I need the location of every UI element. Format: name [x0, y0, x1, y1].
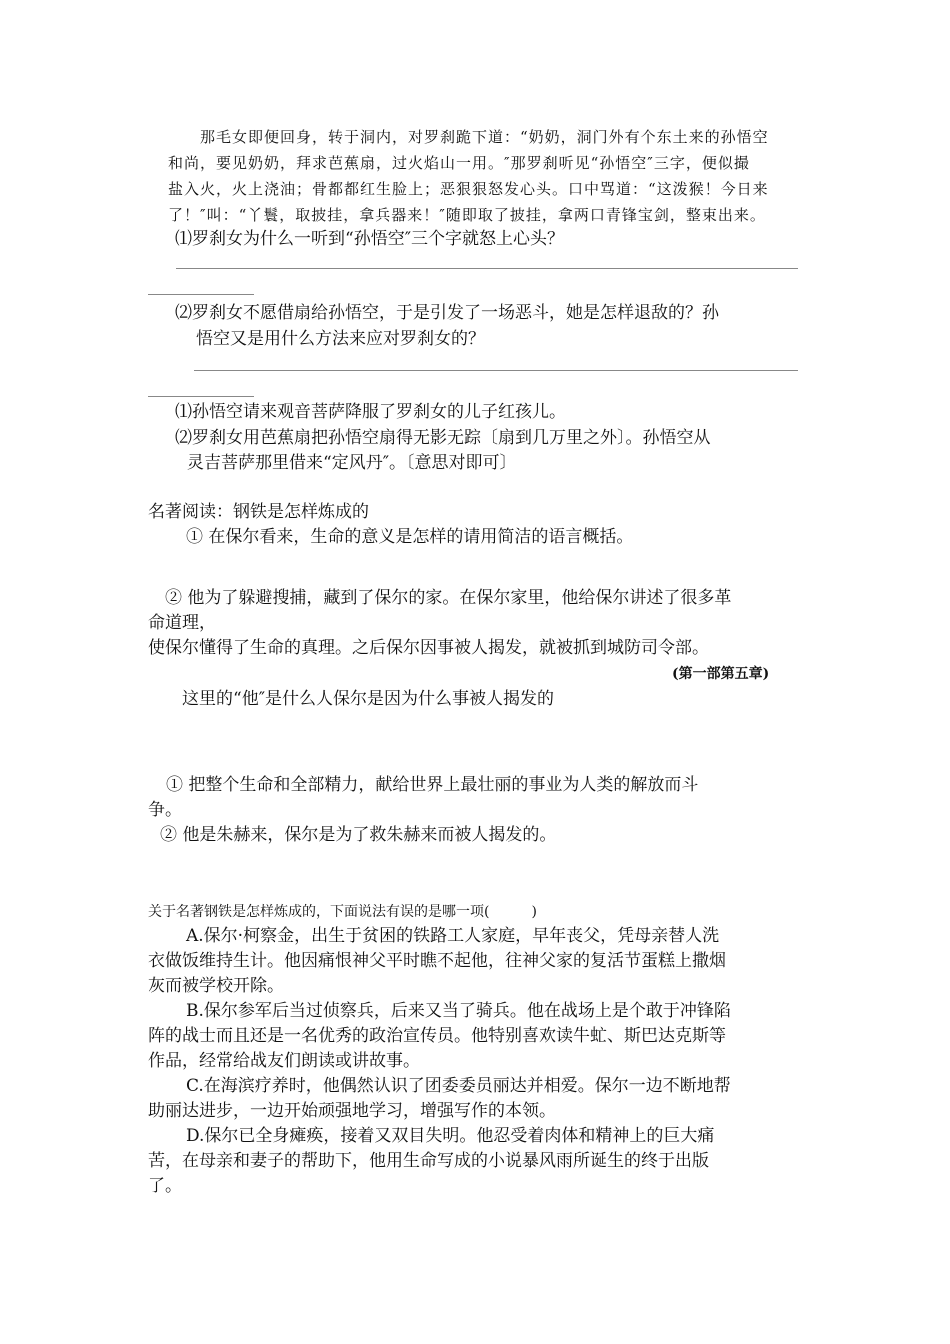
option-b: B.保尔参军后当过侦察兵，后来又当了骑兵。他在战场上是个敢于冲锋陷: [186, 1001, 731, 1021]
passage-line: 和尚，要见奶奶，拜求芭蕉扇，过火焰山一用。″那罗刹听见“孙悟空″三字，便似撮: [168, 154, 750, 172]
question-1: ① 在保尔看来，生命的意义是怎样的请用简洁的语言概括。: [186, 527, 634, 547]
option-d-cont: 苦，在母亲和妻子的帮助下，他用生命写成的小说暴风雨所诞生的终于出版: [148, 1151, 709, 1171]
excerpt-source: (第一部第五章): [672, 666, 770, 682]
question-1: ⑴罗刹女为什么一听到“孙悟空″三个字就怒上心头？: [175, 229, 565, 249]
excerpt-line: 命道理，: [148, 613, 216, 633]
option-d-cont: 了。: [148, 1176, 182, 1196]
answer-2: ② 他是朱赫来，保尔是为了救朱赫来而被人揭发的。: [160, 825, 557, 845]
answer-line: [148, 294, 254, 295]
answer-2-cont: 灵吉菩萨那里借来“定风丹″。〔意思对即可〕: [187, 453, 517, 473]
answer-2: ⑵罗刹女用芭蕉扇把孙悟空扇得无影无踪〔扇到几万里之外〕。孙悟空从: [175, 428, 711, 448]
passage-line: 了！″叫：“丫鬟，取披挂，拿兵器来！″随即取了披挂，拿两口青锋宝剑，整束出来。: [168, 206, 766, 224]
question-2: 这里的“他″是什么人保尔是因为什么事被人揭发的: [182, 689, 555, 709]
answer-1: ⑴孙悟空请来观音菩萨降服了罗刹女的儿子红孩儿。: [175, 402, 566, 422]
option-a: A.保尔·柯察金，出生于贫困的铁路工人家庭，早年丧父，凭母亲替人洗: [186, 926, 720, 946]
answer-1: ① 把整个生命和全部精力，献给世界上最壮丽的事业为人类的解放而斗: [166, 775, 699, 795]
option-b-cont: 阵的战士而且还是一名优秀的政治宣传员。他特别喜欢读牛虻、斯巴达克斯等: [148, 1026, 726, 1046]
passage-line: 盐入火，火上浇油；骨都都红生脸上；恶狠狠怒发心头。口中骂道：“这泼猴！今日来: [168, 180, 769, 198]
answer-line: [176, 268, 798, 269]
question-2: ⑵罗刹女不愿借扇给孙悟空，于是引发了一场恶斗，她是怎样退敌的？孙: [175, 303, 719, 323]
section-heading: 名著阅读：钢铁是怎样炼成的: [148, 502, 369, 522]
option-b-cont: 作品，经常给战友们朗读或讲故事。: [148, 1051, 420, 1071]
question-2-cont: 悟空又是用什么方法来应对罗刹女的？: [196, 329, 485, 349]
option-c-cont: 助丽达进步，一边开始顽强地学习，增强写作的本领。: [148, 1101, 556, 1121]
option-a-cont: 衣做饭维持生计。他因痛恨神父平时瞧不起他，往神父家的复活节蛋糕上撒烟: [148, 951, 726, 971]
passage-line: 那毛女即便回身，转于洞内，对罗刹跪下道：“奶奶，洞门外有个东土来的孙悟空: [200, 128, 769, 146]
answer-line: [148, 396, 254, 397]
excerpt-line: ② 他为了躲避搜捕，藏到了保尔的家。在保尔家里，他给保尔讲述了很多革: [165, 588, 732, 608]
option-a-cont: 灰而被学校开除。: [148, 976, 284, 996]
excerpt-line: 使保尔懂得了生命的真理。之后保尔因事被人揭发，就被抓到城防司令部。: [148, 638, 709, 658]
option-d: D.保尔已全身瘫痪，接着又双目失明。他忍受着肉体和精神上的巨大痛: [186, 1126, 715, 1146]
answer-1-cont: 争。: [148, 800, 182, 820]
option-c: C.在海滨疗养时，他偶然认识了团委委员丽达并相爱。保尔一边不断地帮: [186, 1076, 731, 1096]
mc-question: 关于名著钢铁是怎样炼成的，下面说法有误的是哪一项( ): [148, 904, 537, 920]
answer-line: [194, 370, 798, 371]
